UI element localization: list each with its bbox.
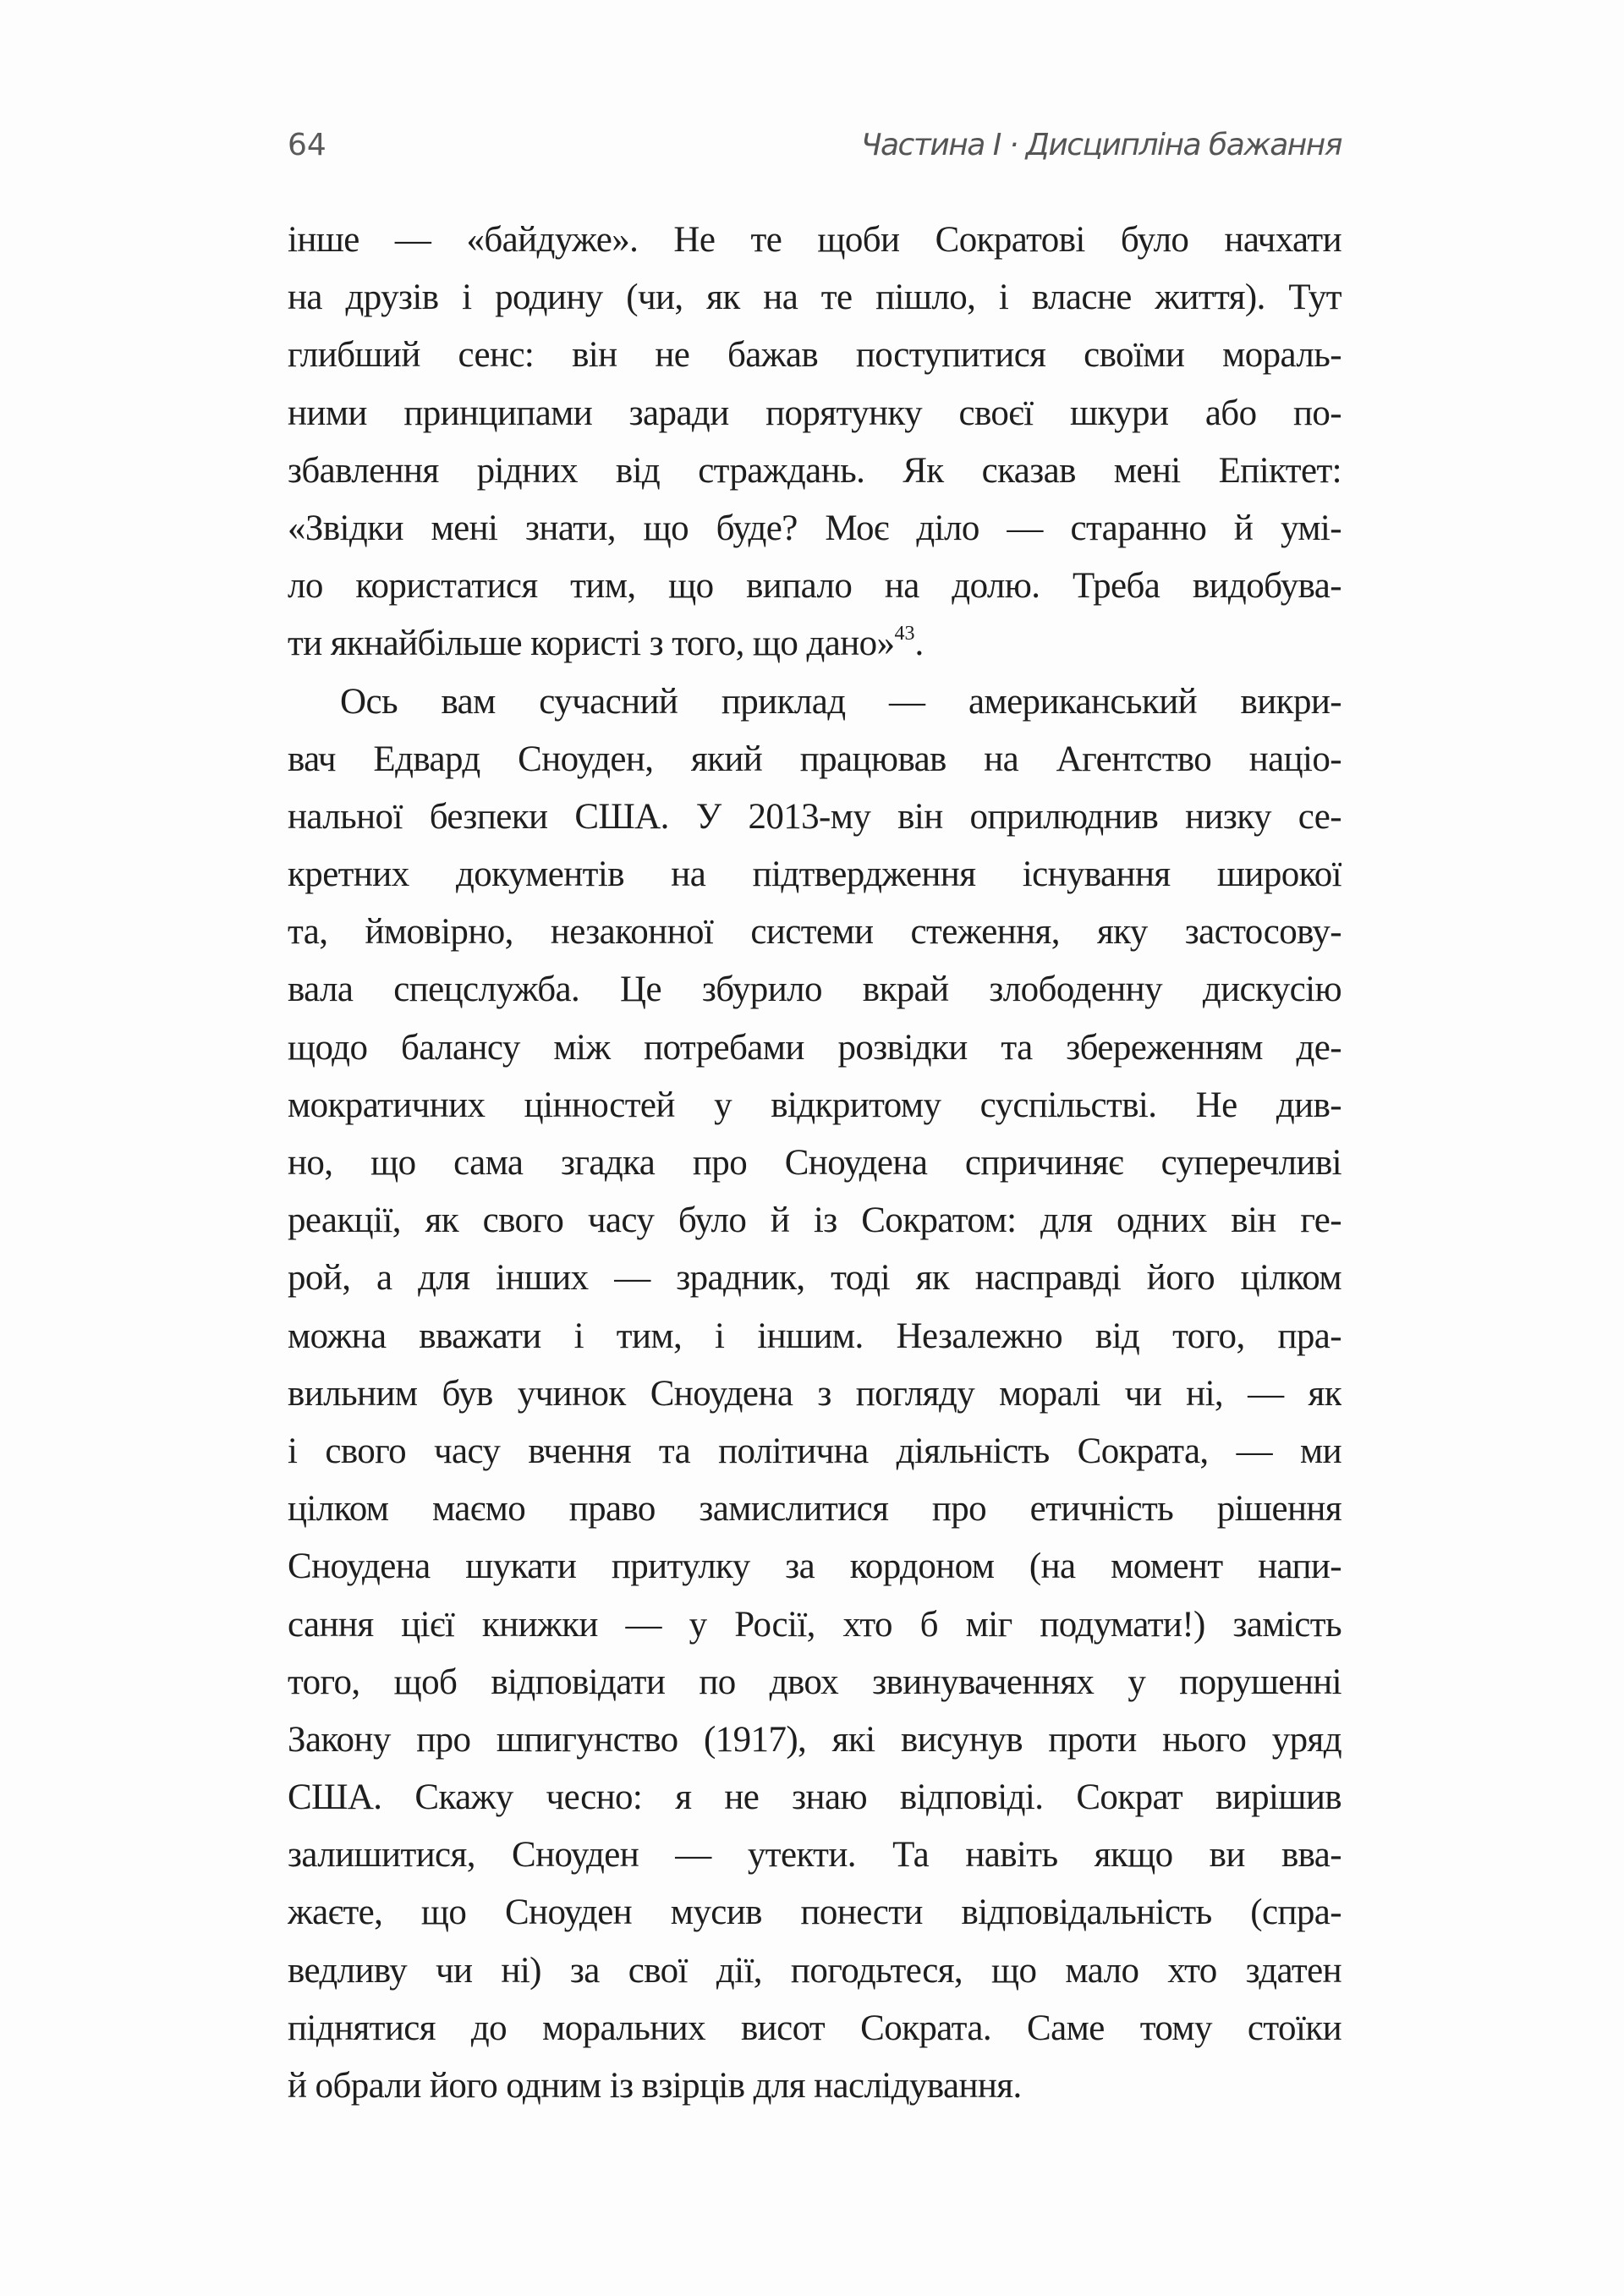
text-line: сання цієї книжки — у Росії, хто б міг подумати!) замість bbox=[288, 1604, 1341, 1645]
text-line: США. Скажу чесно: я не знаю відповіді. Сократ вирішив bbox=[288, 1777, 1341, 1818]
text-line: того, щоб відповідати по двох звинуваченнях у порушенні bbox=[288, 1662, 1341, 1702]
text-line: нальної безпеки США. У 2013-му він оприлюднив низку се- bbox=[288, 796, 1341, 837]
text-line: й обрали його одним із взірців для наслідування. bbox=[288, 2066, 1022, 2106]
text-line: ними принципами заради порятунку своєї шкури або по- bbox=[288, 393, 1341, 433]
text-line: реакції, як свого часу було й із Сократом: для одних він ге- bbox=[288, 1200, 1341, 1241]
text-line: щодо балансу між потребами розвідки та збереженням де- bbox=[288, 1027, 1341, 1068]
text-line: і свого часу вчення та політична діяльність Сократа, — ми bbox=[288, 1431, 1341, 1471]
text-line-end: . bbox=[914, 623, 924, 664]
body-text bbox=[288, 211, 1341, 2115]
running-title: Частина І · Дисципліна бажання bbox=[860, 128, 1341, 162]
text-line: залишитися, Сноуден — утекти. Та навіть якщо ви вва- bbox=[288, 1835, 1341, 1876]
text-line: та, ймовірно, незаконної системи стеження, яку застосову- bbox=[288, 912, 1341, 953]
running-head bbox=[288, 120, 1341, 171]
text-line: глибший сенс: він не бажав поступитися своїми мораль- bbox=[288, 335, 1341, 376]
text-line: «Звідки мені знати, що буде? Моє діло — старанно й умі- bbox=[288, 508, 1341, 548]
paragraph-1 bbox=[288, 211, 1341, 673]
text-line: інше — «байдуже». Не те щоби Сократові було начхати bbox=[288, 220, 1341, 260]
text-line: жаєте, що Сноуден мусив понести відповідальність (спра- bbox=[288, 1892, 1341, 1933]
text-line: но, що сама згадка про Сноудена спричиняє суперечливі bbox=[288, 1143, 1341, 1183]
text-line: ло користатися тим, що випало на долю. Треба видобува- bbox=[288, 566, 1341, 607]
text-line: піднятися до моральних висот Сократа. Саме тому стоїки bbox=[288, 2008, 1341, 2048]
text-line: Закону про шпигунство (1917), які висунув проти нього уряд bbox=[288, 1719, 1341, 1760]
paragraph-2 bbox=[288, 673, 1341, 2116]
text-line: збавлення рідних від страждань. Як сказав мені Епіктет: bbox=[288, 450, 1341, 491]
text-line bbox=[288, 615, 1341, 673]
text-line: вильним був учинок Сноудена з погляду моралі чи ні, — як bbox=[288, 1373, 1341, 1414]
text-line: можна вважати і тим, і іншим. Незалежно від того, пра- bbox=[288, 1316, 1341, 1356]
text-line: Сноудена шукати притулку за кордоном (на момент напи- bbox=[288, 1546, 1341, 1587]
text-line: вач Едвард Сноуден, який працював на Агентство націо- bbox=[288, 739, 1341, 779]
text-line: мократичних цінностей у відкритому суспільстві. Не див- bbox=[288, 1085, 1341, 1125]
text-line: кретних документів на підтвердження існування широкої bbox=[288, 854, 1341, 895]
text-line: вала спецслужба. Це збурило вкрай злободенну дискусію bbox=[288, 969, 1341, 1010]
text-line: рой, а для інших — зрадник, тоді як насправді його цілком bbox=[288, 1258, 1341, 1299]
text-line: цілком маємо право замислитися про етичність рішення bbox=[288, 1489, 1341, 1530]
text-line: на друзів і родину (чи, як на те пішло, і власне життя). Тут bbox=[288, 277, 1341, 318]
text-line: ведливу чи ні) за свої дії, погодьтеся, що мало хто здатен bbox=[288, 1950, 1341, 1991]
footnote-ref[interactable]: 43 bbox=[894, 623, 915, 645]
text-line-content: ти якнайбільше користі з того, що дано» bbox=[288, 623, 895, 664]
page-number: 64 bbox=[288, 128, 326, 162]
text-line: Ось вам сучасний приклад — американський викри- bbox=[340, 681, 1341, 722]
